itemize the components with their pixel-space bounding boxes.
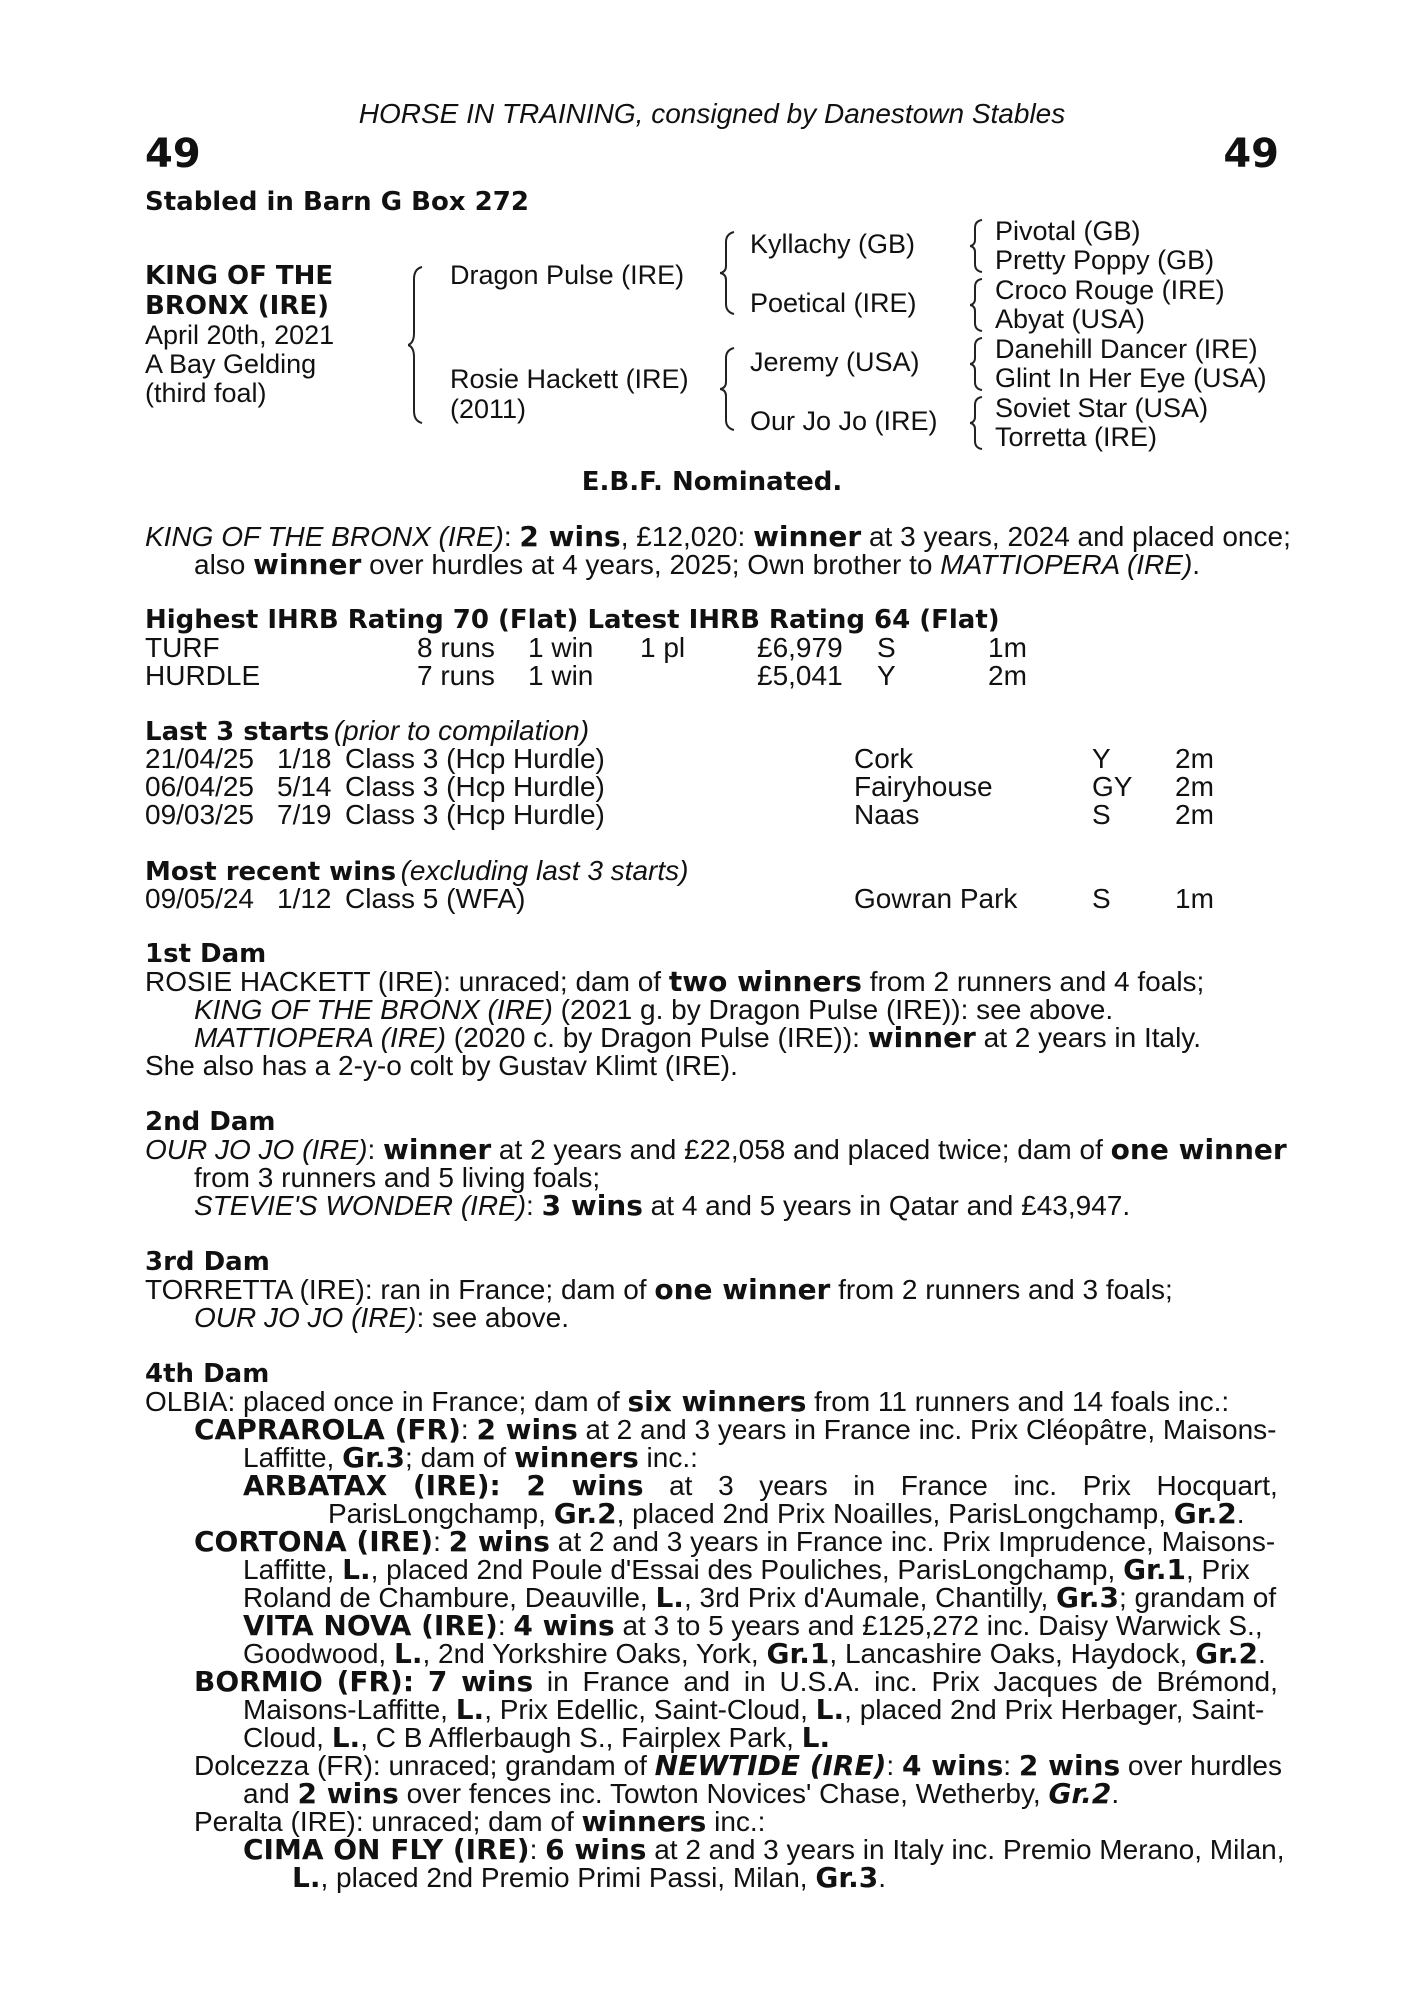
dam1-line1: ROSIE HACKETT (IRE): unraced; dam of two winners from 2 runners and 4 foals;	[145, 965, 1205, 998]
dam4-arbatax-line1: ARBATAX (IRE): 2 wins at 3 years in France inc. Prix Hocquart,	[243, 1469, 1278, 1502]
dam4-cortona-line3: Roland de Chambure, Deauville, L., 3rd Prix d'Aumale, Chantilly, Gr.3; grandam of	[243, 1581, 1277, 1614]
pedigree-gen3-2: Croco Rouge (IRE)	[995, 275, 1225, 305]
pedigree-gen3-4: Danehill Dancer (IRE)	[995, 334, 1258, 364]
dam4-heading: 4th Dam	[145, 1359, 270, 1389]
pedigree-gen2-2: Jeremy (USA)	[750, 347, 920, 377]
pedigree-gen2-3: Our Jo Jo (IRE)	[750, 406, 938, 436]
pedigree-brace-g3-0	[970, 218, 986, 274]
pedigree-gen2-0: Kyllachy (GB)	[750, 229, 916, 259]
dam4-peralta-line1: Peralta (IRE): unraced; dam of winners inc.:	[194, 1805, 766, 1838]
recent-wins-heading: Most recent wins (excluding last 3 starts)	[145, 855, 689, 887]
dam3-heading: 3rd Dam	[145, 1247, 270, 1277]
pedigree-gen3-3: Abyat (USA)	[995, 304, 1146, 334]
pedigree-gen3-0: Pivotal (GB)	[995, 216, 1141, 246]
summary-line2: also winner over hurdles at 4 years, 2025; Own brother to MATTIOPERA (IRE).	[194, 548, 1201, 581]
last-starts-heading: Last 3 starts (prior to compilation)	[145, 715, 590, 747]
dam4-cortona-line1: CORTONA (IRE): 2 wins at 2 and 3 years in France inc. Prix Imprudence, Maisons-	[194, 1525, 1276, 1558]
dam1-heading: 1st Dam	[145, 939, 267, 969]
dam3-line2: OUR JO JO (IRE): see above.	[194, 1302, 570, 1333]
dam4-bormio-line2: Maisons-Laffitte, L., Prix Edellic, Saint-Cloud, L., placed 2nd Prix Herbager, Saint-	[243, 1693, 1265, 1726]
pedigree-dam-year: (2011)	[450, 394, 527, 424]
dam4-cortona-line5: Goodwood, L., 2nd Yorkshire Oaks, York, Gr.1, Lancashire Oaks, Haydock, Gr.2.	[243, 1637, 1266, 1670]
horse-name-line1: KING OF THE	[145, 261, 334, 291]
pedigree-gen3-1: Pretty Poppy (GB)	[995, 245, 1215, 275]
dam4-cima-line1: CIMA ON FLY (IRE): 6 wins at 2 and 3 years in Italy inc. Premio Merano, Milan,	[243, 1833, 1285, 1866]
ratings-heading: Highest IHRB Rating 70 (Flat) Latest IHRB Rating 64 (Flat)	[145, 605, 1000, 635]
pedigree-brace-gen1	[408, 265, 428, 425]
ebf-nomination: E.B.F. Nominated.	[581, 467, 843, 497]
dam2-line2: from 3 runners and 5 living foals;	[194, 1162, 601, 1193]
summary-sibling: MATTIOPERA (IRE)	[940, 549, 1193, 580]
dam4-arbatax-line2: ParisLongchamp, Gr.2, placed 2nd Prix Noailles, ParisLongchamp, Gr.2.	[328, 1497, 1245, 1530]
dam4-caprarola-line2: Laffitte, Gr.3; dam of winners inc.:	[243, 1441, 698, 1474]
dam3-line1: TORRETTA (IRE): ran in France; dam of one winner from 2 runners and 3 foals;	[145, 1273, 1173, 1306]
stabled-location: Stabled in Barn G Box 272	[145, 187, 529, 217]
dam4-line1: OLBIA: placed once in France; dam of six winners from 11 runners and 14 foals inc.:	[145, 1385, 1230, 1418]
dam1-line2: KING OF THE BRONX (IRE) (2021 g. by Dragon Pulse (IRE)): see above.	[194, 994, 1114, 1025]
dam4-dolcezza-line2: and 2 wins over fences inc. Towton Novices' Chase, Wetherby, Gr.2.	[243, 1777, 1120, 1810]
summary-line1: KING OF THE BRONX (IRE): 2 wins, £12,020: winner at 3 years, 2024 and placed once;	[145, 520, 1291, 553]
pedigree-gen3-6: Soviet Star (USA)	[995, 393, 1209, 423]
horse-foal-note: (third foal)	[145, 378, 267, 408]
dam4-dolcezza-line1: Dolcezza (FR): unraced; grandam of NEWTIDE (IRE): 4 wins: 2 wins over hurdles	[194, 1749, 1283, 1782]
dam4-cortona-line4: VITA NOVA (IRE): 4 wins at 3 to 5 years and £125,272 inc. Daisy Warwick S.,	[243, 1609, 1263, 1642]
horse-foaled-date: April 20th, 2021	[145, 320, 335, 350]
dam1-line4: She also has a 2-y-o colt by Gustav Klimt (IRE).	[145, 1050, 738, 1081]
pedigree-brace-g3-1	[970, 277, 986, 333]
pedigree-dam: Rosie Hackett (IRE)	[450, 364, 689, 394]
dam4-bormio-line3: Cloud, L., C B Afflerbaugh S., Fairplex Park, L.	[243, 1721, 831, 1754]
pedigree-gen3-5: Glint In Her Eye (USA)	[995, 363, 1267, 393]
lot-number-left: 49	[145, 131, 201, 177]
pedigree-gen2-1: Poetical (IRE)	[750, 288, 917, 318]
pedigree-sire: Dragon Pulse (IRE)	[450, 260, 685, 290]
page-header-title: HORSE IN TRAINING, consigned by Danestown Stables	[358, 98, 1066, 129]
pedigree-brace-dam	[720, 346, 738, 432]
dam4-caprarola-line1: CAPRAROLA (FR): 2 wins at 2 and 3 years in France inc. Prix Cléopâtre, Maisons-	[194, 1413, 1277, 1446]
horse-description: A Bay Gelding	[145, 349, 317, 379]
horse-name-line2: BRONX (IRE)	[145, 291, 330, 321]
pedigree-brace-g3-2	[970, 336, 986, 392]
dam4-cortona-line2: Laffitte, L., placed 2nd Poule d'Essai des Pouliches, ParisLongchamp, Gr.1, Prix	[243, 1553, 1250, 1586]
dam2-line3: STEVIE'S WONDER (IRE): 3 wins at 4 and 5 years in Qatar and £43,947.	[194, 1189, 1131, 1222]
dam1-line3: MATTIOPERA (IRE) (2020 c. by Dragon Pulse (IRE)): winner at 2 years in Italy.	[194, 1021, 1202, 1054]
pedigree-gen3-7: Torretta (IRE)	[995, 422, 1158, 452]
pedigree-brace-sire	[720, 230, 738, 316]
dam2-line1: OUR JO JO (IRE): winner at 2 years and £22,058 and placed twice; dam of one winner	[145, 1133, 1287, 1166]
dam2-heading: 2nd Dam	[145, 1107, 276, 1137]
pedigree-brace-g3-3	[970, 395, 986, 451]
dam4-bormio-line1: BORMIO (FR): 7 wins in France and in U.S.A. inc. Prix Jacques de Brémond,	[194, 1665, 1278, 1698]
summary-horse-name: KING OF THE BRONX (IRE)	[145, 521, 504, 552]
lot-number-right: 49	[1223, 131, 1279, 177]
dam4-cima-line2: L., placed 2nd Premio Primi Passi, Milan, Gr.3.	[292, 1861, 887, 1894]
